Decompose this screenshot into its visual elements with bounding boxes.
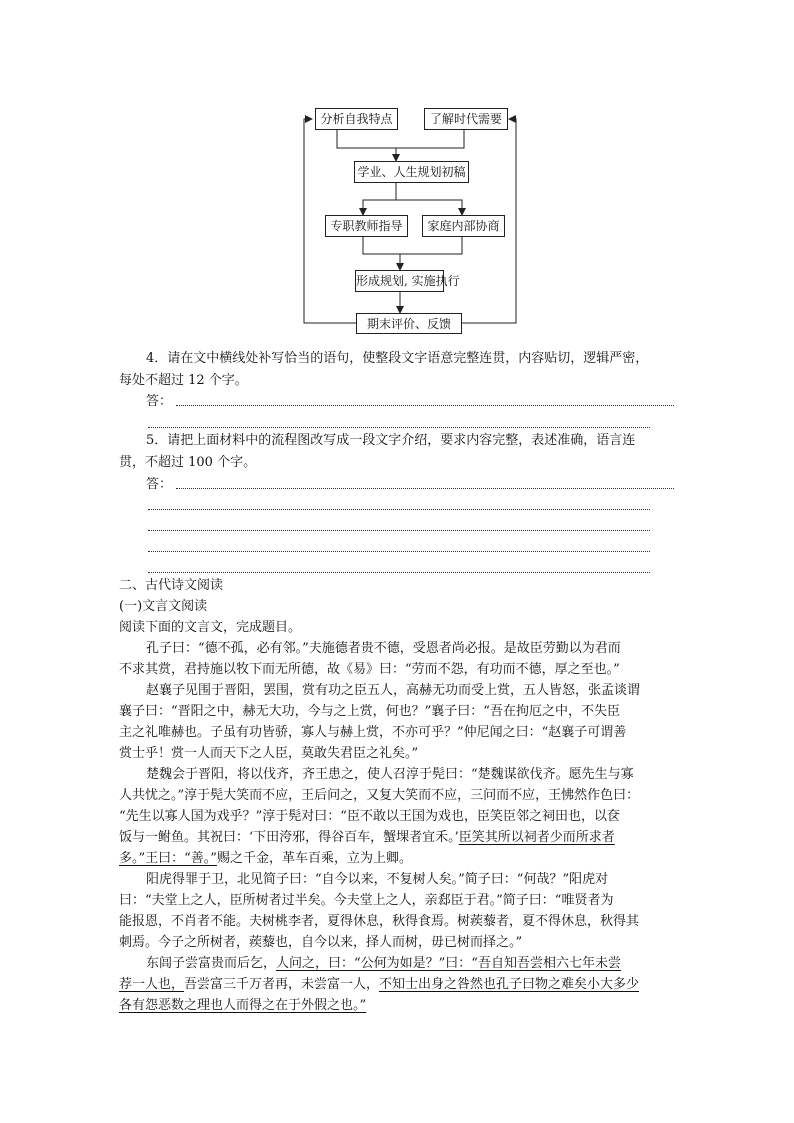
passage-line: 曰：“夫堂上之人，臣所树者过半矣。今夫堂上之人，亲郄臣于君。”简子曰：“唯贤者为 [119,893,614,908]
underlined-sentence: 臣笑其所以祠者少而所求者 [458,830,615,845]
answer-line[interactable] [148,427,650,428]
passage-line: 赏士乎！赏一人而天下之人臣，莫敢失君臣之礼矣。” [119,746,419,761]
question-4-line2: 每处不超过 12 个字。 [119,373,248,388]
passage-line [119,848,412,870]
passage-line: 人共忧之。”淳于髡大笑而不应，王后问之，又复大笑而不应，三问而不应，王怫然作色曰： [119,788,640,803]
answer-line[interactable] [176,488,674,489]
passage-line: 能报恩，不肖者不能。夫树桃李者，夏得休息，秋得食焉。树蒺藜者，夏不得休息，秋得其 [119,914,640,929]
underlined-sentence: 多。”王曰：“善。” [119,851,217,866]
passage-line [119,827,615,849]
flow-box-analyze-self: 分析自我特点 [315,108,398,130]
passage-line: 主之礼唯赫也。子虽有功皆骄，寡人与赫上赏，不亦可乎？”仲尼闻之曰：“赵襄子可谓善 [119,725,627,740]
flow-box-family-consult: 家庭内部协商 [422,215,505,237]
section-heading: 二、古代诗文阅读 [119,578,224,593]
underlined-sentence: 不知士出身之咎然也孔子曰物之难矣小大多少 [379,977,640,992]
passage-line: 赵襄子见围于晋阳，罢围，赏有功之臣五人，高赫无功而受上赏，五人皆怒，张孟谈谓 [146,683,641,698]
answer-line[interactable] [148,509,650,510]
flowchart [298,104,520,336]
question-5-line2: 贯，不超过 100 个字。 [119,455,257,470]
passage-line: 襄子曰：“晋阳之中，赫无大功，今与之上赏，何也？”襄子曰：“吾在拘厄之中，不失臣 [119,704,620,719]
passage-line: 楚魏会于晋阳，将以伐齐，齐王患之，使人召淳于髡曰：“楚魏谋欲伐齐。愿先生与寡 [146,767,634,782]
flow-box-teacher-guidance: 专职教师指导 [325,215,408,237]
question-5-answer-label: 答： [146,477,173,492]
answer-line[interactable] [148,551,650,552]
answer-line[interactable] [176,405,674,406]
flow-box-understand-era: 了解时代需要 [424,108,508,130]
passage-line: 孔子曰：“德不孤，必有邻。”夫施德者贵不德，受恩者尚必报。是故臣劳勤以为君而 [146,641,621,656]
passage-line: “先生以寡人国为戏乎？”淳于髡对曰：“臣不敢以王国为戏也，臣笑臣邻之祠田也，以奁 [119,809,620,824]
answer-line[interactable] [148,530,650,531]
passage-text: 赐之千金，革车百乘，立为上卿。 [216,851,412,866]
underlined-sentence: 荐一人也， [119,977,185,992]
flow-box-draft-plan: 学业、人生规划初稿 [354,161,469,183]
passage-line [146,953,621,975]
passage-text: 东闾子尝富贵而后乞， [146,956,277,971]
flow-box-form-execute: 形成规划, 实施执行 [355,270,444,292]
reading-instruction: 阅读下面的文言文，完成题目。 [119,620,302,635]
answer-line[interactable] [148,572,650,573]
underlined-sentence: 人问之，曰：“公何为如是？”曰：“吾自知吾尝相六七年未尝 [276,956,621,971]
passage-text: 吾尝富三千万者再，未尝富一人， [184,977,380,992]
passage-text: 饭与一鲋鱼。其祝曰：‘下田洿邪，得谷百车，蟹堁者宜禾。’ [119,830,459,845]
passage-line: 刺焉。今子之所树者，蒺藜也，自今以来，择人而树，毋已树而择之。” [119,935,523,950]
question-4-answer-label: 答： [146,394,173,409]
flow-box-evaluate-feedback: 期末评价、反馈 [356,313,462,334]
question-4-line1: 4．请在文中横线处补写恰当的语句，使整段文字语意完整连贯，内容贴切，逻辑严密， [146,351,649,366]
passage-line: 阳虎得罪于卫，北见简子曰：“自今以来，不复树人矣。”简子曰：“何哉？”阳虎对 [146,872,609,887]
passage-line [119,995,366,1017]
underlined-sentence: 各有怨恶数之理也人而得之在于外假之也。” [119,998,367,1013]
passage-line [119,974,639,996]
passage-line: 不求其赏，君持施以牧下而无所德，故《易》曰：“劳而不怨，有功而不德，厚之至也。” [119,662,620,677]
question-5-line1: 5．请把上面材料中的流程图改写成一段文字介绍，要求内容完整，表述准确，语言连 [146,433,636,448]
subsection-heading: (一)文言文阅读 [119,599,208,614]
